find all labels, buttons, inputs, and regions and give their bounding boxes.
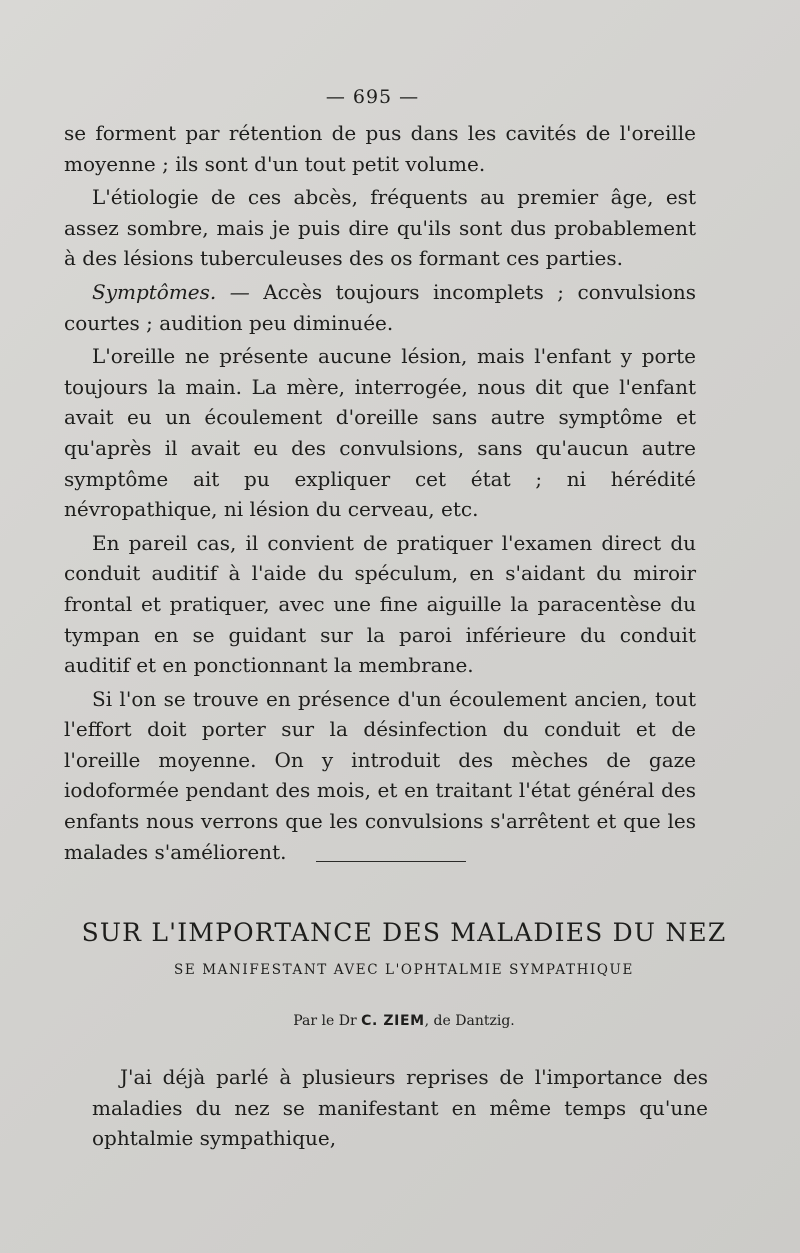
section-heading-symptomes: Symptômes. — xyxy=(92,279,250,304)
page-number: — 695 — xyxy=(325,86,420,108)
body-text-top xyxy=(64,118,696,867)
body-text-bottom xyxy=(92,1062,708,1154)
byline xyxy=(64,1013,744,1029)
paragraph: Si l'on se trouve en présence d'un écoulement ancien, tout l'effort doit porter sur la désinfection du conduit et de l'oreille moyenne. On y introduit des mèches de gaze iodoformée pendant des mois, et en traitant l'état général des enfants nous verrons que les convulsions s'arrêtent et que les malades s'améliorent. xyxy=(64,686,696,864)
paragraph: J'ai déjà parlé à plusieurs reprises de l'importance des maladies du nez se manifestant en même temps qu'une ophtalmie sympathique, xyxy=(92,1065,708,1151)
paragraph: L'étiologie de ces abcès, fréquents au premier âge, est assez sombre, mais je puis dire qu'ils sont dus probablement à des lésions tuberculeuses des os formant ces parties. xyxy=(64,185,696,271)
paragraph xyxy=(64,277,696,338)
article-subtitle: SE MANIFESTANT AVEC L'OPHTALMIE SYMPATHIQUE xyxy=(174,962,634,978)
section-divider xyxy=(316,861,466,862)
paragraph: L'oreille ne présente aucune lésion, mais l'enfant y porte toujours la main. La mère, interrogée, nous dit que l'enfant avait eu un écoulement d'oreille sans autre symptôme et qu'après il avait eu des convulsions, sans qu'aucun autre symptôme ait pu expliquer cet état ; ni hérédité névropathique, ni lésion du cerveau, etc. xyxy=(64,344,696,522)
author-name: C. ZIEM xyxy=(361,1013,425,1029)
byline-suffix: , de Dantzig. xyxy=(424,1013,515,1029)
paragraph-text: Accès toujours incomplets ; convulsions courtes ; audition peu diminuée. xyxy=(64,279,697,335)
paragraph: En pareil cas, il convient de pratiquer l'examen direct du conduit auditif à l'aide du spéculum, en s'aidant du miroir frontal et pratiquer, avec une fine aiguille la paracentèse du tympan en se guidant sur la paroi inférieure du conduit auditif et en ponctionnant la membrane. xyxy=(64,530,696,678)
paragraph: se forment par rétention de pus dans les cavités de l'oreille moyenne ; ils sont d'un tout petit volume. xyxy=(64,121,696,176)
byline-prefix: Par le Dr xyxy=(293,1013,357,1029)
article-title: SUR L'IMPORTANCE DES MALADIES DU NEZ xyxy=(81,918,727,947)
